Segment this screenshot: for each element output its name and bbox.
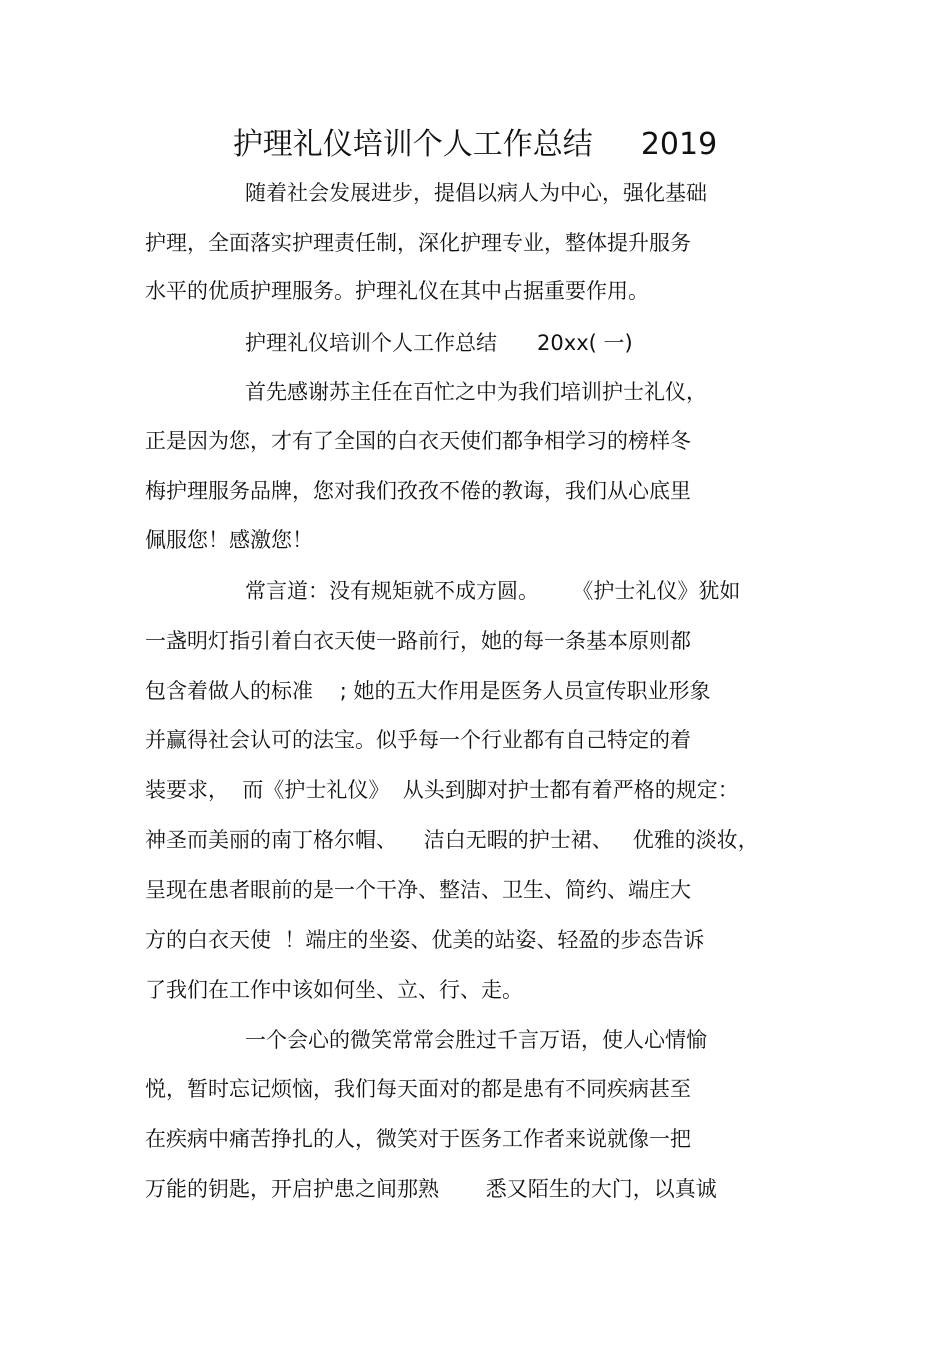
paragraph-line: 在疾病中痛苦挣扎的人，微笑对于医务工作者来说就像一把 xyxy=(145,1127,691,1151)
paragraph-line: 水平的优质护理服务。护理礼仪在其中占据重要作用。 xyxy=(145,279,649,303)
paragraph-line: 了我们在工作中该如何坐、立、行、走。 xyxy=(145,978,523,1002)
paragraph-line: 护理，全面落实护理责任制，深化护理专业，整体提升服务 xyxy=(145,231,691,255)
section-heading: 护理礼仪培训个人工作总结 20xx( 一) xyxy=(245,331,633,355)
title-year: 2019 xyxy=(640,127,718,162)
paragraph-line: 佩服您！感激您！ xyxy=(145,528,313,552)
paragraph-line: 包含着做人的标准 ; 她的五大作用是医务人员宣传职业形象 xyxy=(145,679,711,703)
paragraph-line: 梅护理服务品牌，您对我们孜孜不倦的教诲，我们从心底里 xyxy=(145,479,691,503)
paragraph-line: 悦，暂时忘记烦恼，我们每天面对的都是患有不同疾病甚至 xyxy=(145,1077,691,1101)
document-title xyxy=(0,124,950,166)
paragraph-line: 并赢得社会认可的法宝。似乎每一个行业都有自己特定的着 xyxy=(145,728,691,752)
paragraph-line: 一个会心的微笑常常会胜过千言万语，使人心情愉 xyxy=(245,1028,707,1052)
paragraph-line: 装要求， 而《护士礼仪》 从头到脚对护士都有着严格的规定： xyxy=(145,778,739,802)
paragraph-line: 方的白衣天使 ！端庄的坐姿、优美的站姿、轻盈的步态告诉 xyxy=(145,928,705,952)
paragraph-line: 随着社会发展进步，提倡以病人为中心，强化基础 xyxy=(245,181,707,205)
paragraph-line: 一盏明灯指引着白衣天使一路前行，她的每一条基本原则都 xyxy=(145,629,691,653)
paragraph-line: 首先感谢苏主任在百忙之中为我们培训护士礼仪， xyxy=(245,380,707,404)
paragraph-line: 呈现在患者眼前的是一个干净、整洁、卫生、简约、端庄大 xyxy=(145,878,691,902)
paragraph-line: 正是因为您，才有了全国的白衣天使们都争相学习的榜样冬 xyxy=(145,429,691,453)
paragraph-line: 万能的钥匙，开启护患之间那熟 悉又陌生的大门，以真诚 xyxy=(145,1177,717,1201)
title-text: 护理礼仪培训个人工作总结 xyxy=(232,127,593,162)
paragraph-line: 神圣而美丽的南丁格尔帽、 洁白无暇的护士裙、 优雅的淡妆， xyxy=(145,828,759,852)
paragraph-line: 常言道：没有规矩就不成方圆。 《护士礼仪》犹如 xyxy=(245,579,741,603)
